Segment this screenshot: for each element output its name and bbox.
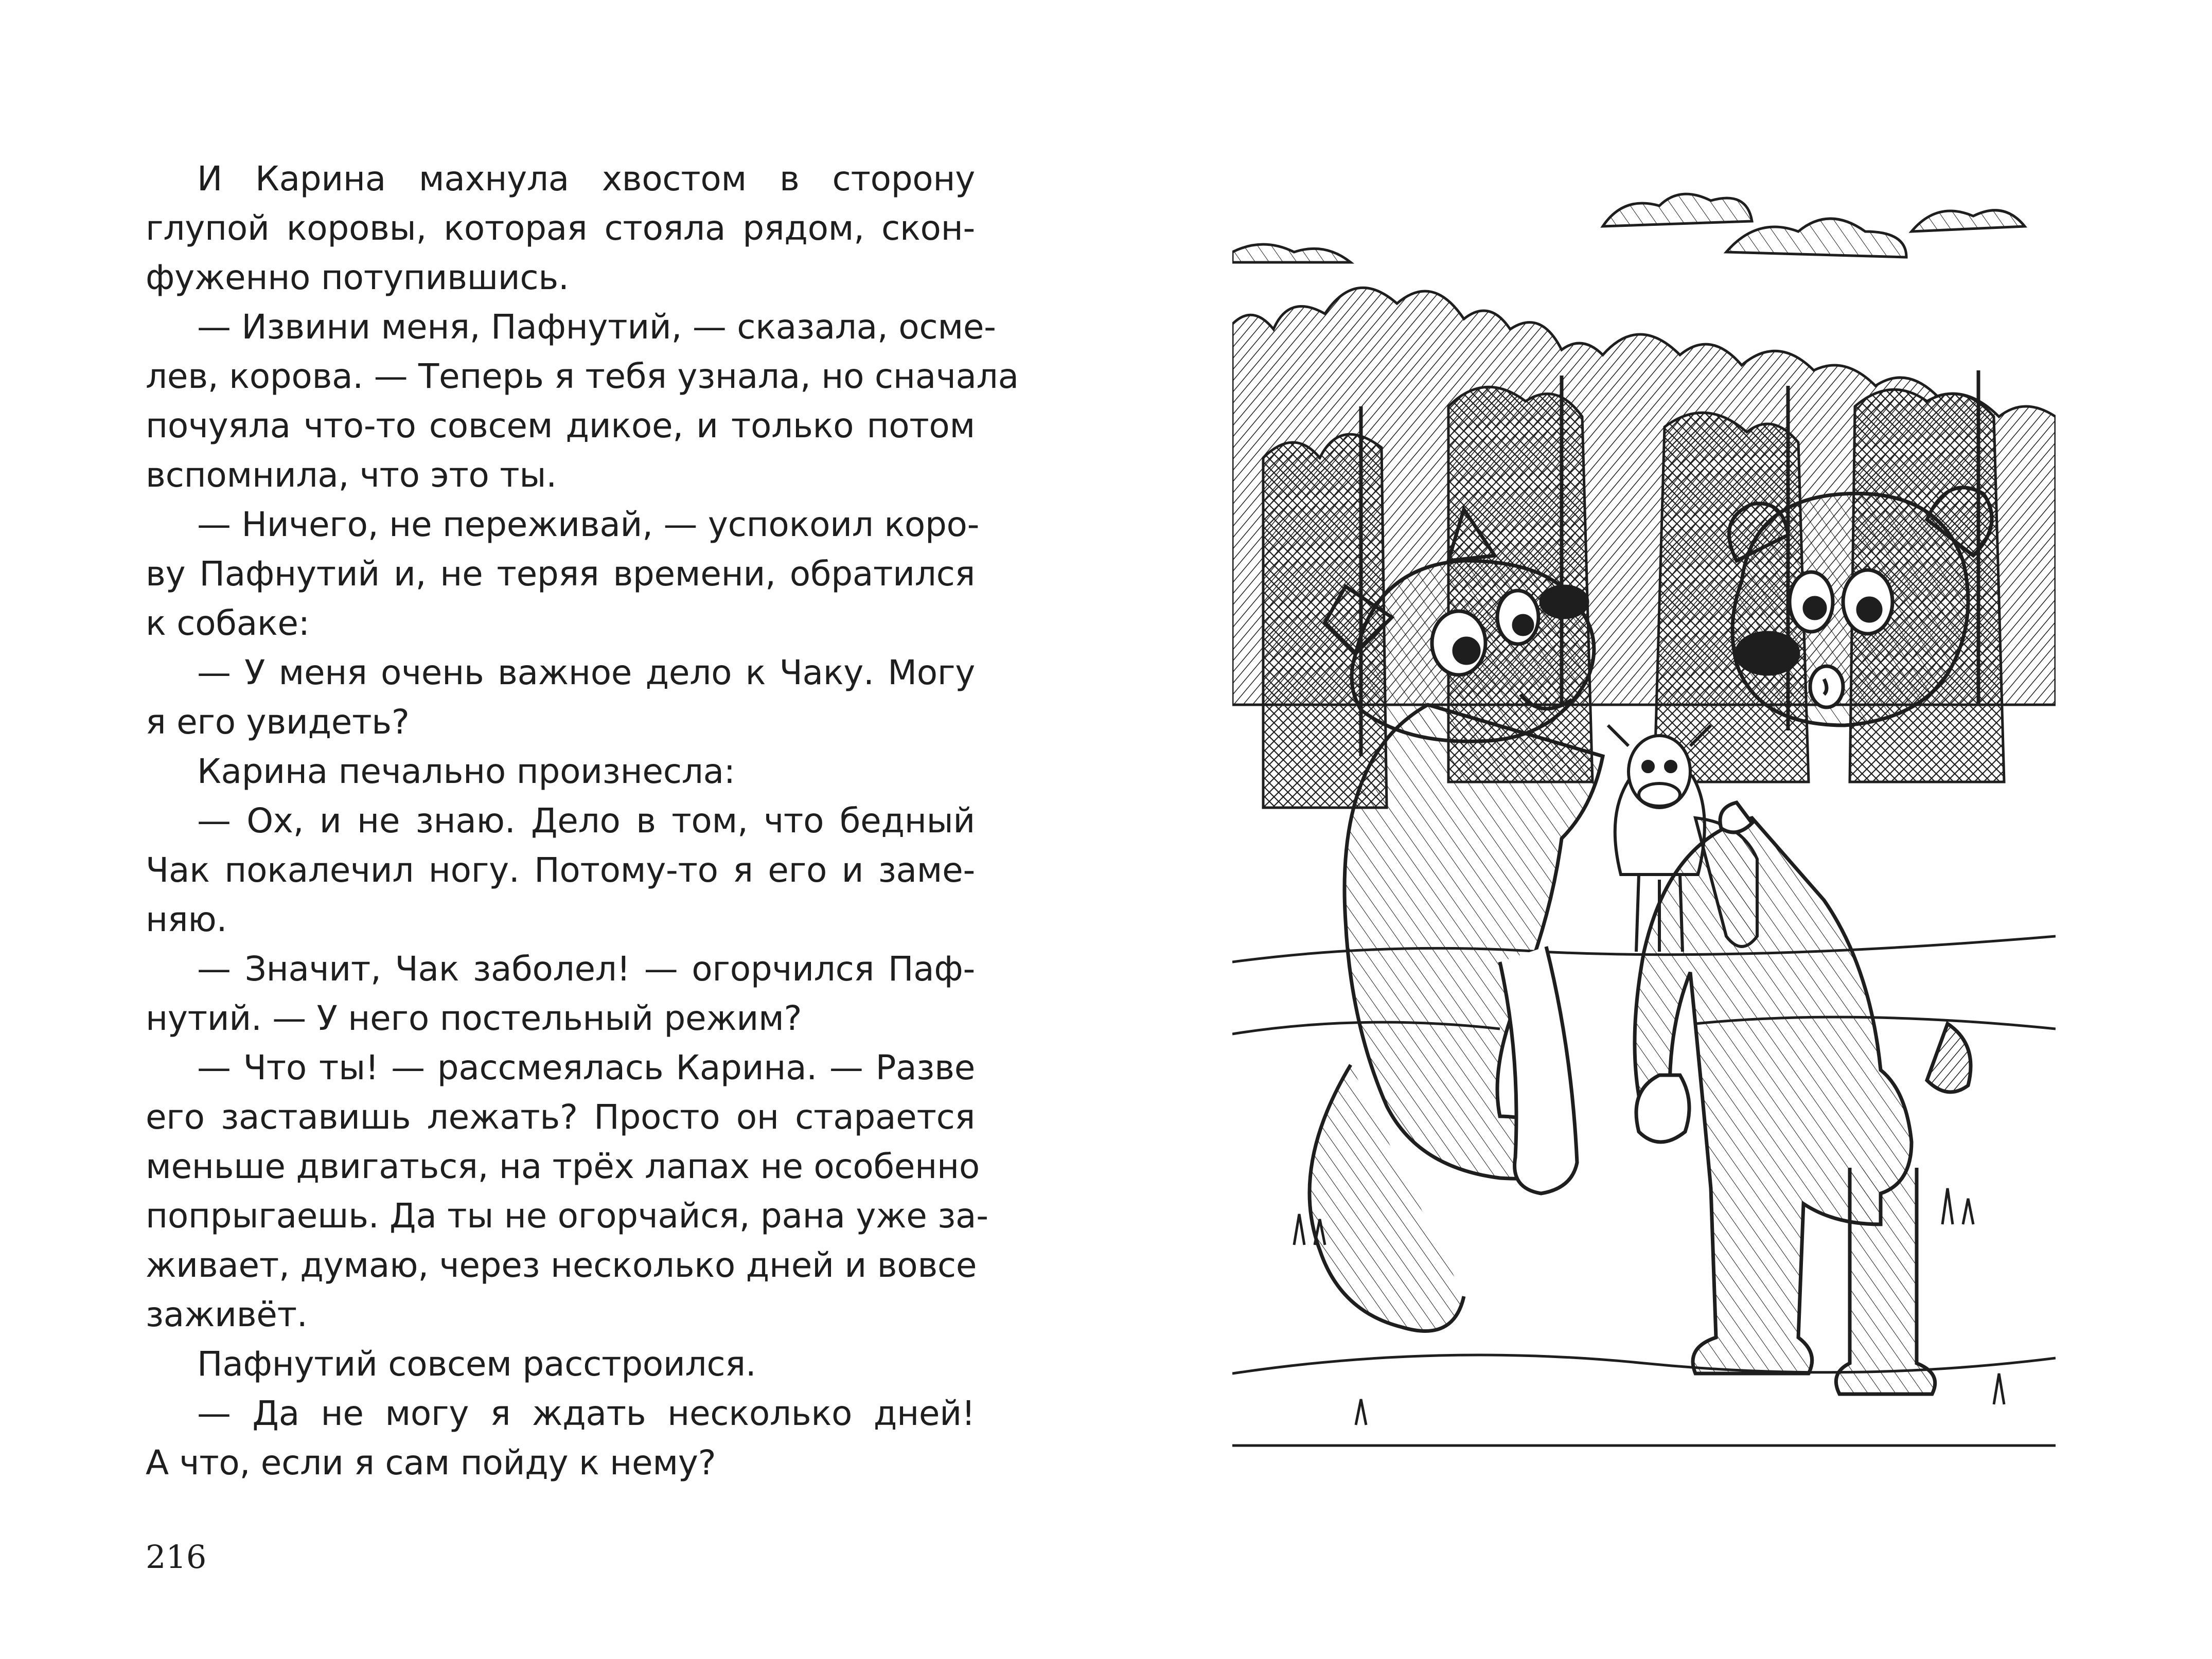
- text-line: Пафнутий совсем расстроился.: [197, 1344, 756, 1384]
- text-line: — У меня очень важное дело к Чаку. Могу: [197, 653, 975, 692]
- text-line: заживёт.: [146, 1295, 308, 1334]
- text-line: — Ничего, не переживай, — успокоил коро-: [197, 505, 980, 544]
- text-line: няю.: [146, 900, 227, 939]
- text-line: — Извини меня, Пафнутий, — сказала, осме-: [197, 307, 996, 347]
- text-line: — Значит, Чак заболел! — огорчился Паф-: [197, 949, 975, 989]
- text-line: — Ох, и не знаю. Дело в том, что бедный: [197, 801, 975, 841]
- text-line: меньше двигаться, на трёх лапах не особенно: [146, 1147, 980, 1186]
- text-line: глупой коровы, которая стояла рядом, скон-: [146, 208, 975, 248]
- story-text: [146, 154, 1019, 1488]
- text-line: ву Пафнутий и, не теряя времени, обратился: [146, 554, 975, 594]
- text-line: живает, думаю, через несколько дней и вовсе: [146, 1245, 977, 1285]
- text-line: — Да не могу я ждать несколько дней!: [197, 1394, 975, 1433]
- text-line: нутий. — У него постельный режим?: [146, 998, 802, 1038]
- story-illustration: [1232, 190, 2056, 1461]
- text-line: И Карина махнула хвостом в сторону: [197, 159, 975, 199]
- text-line: фуженно потупившись.: [146, 258, 569, 297]
- text-line: лев, корова. — Теперь я тебя узнала, но сначала: [146, 356, 1019, 396]
- text-line: к собаке:: [146, 603, 310, 643]
- text-line: Карина печально произнесла:: [197, 752, 735, 791]
- text-line: я его увидеть?: [146, 702, 410, 742]
- text-line: вспомнила, что это ты.: [146, 455, 557, 495]
- text-line: его заставишь лежать? Просто он старается: [146, 1097, 975, 1137]
- text-line: попрыгаешь. Да ты не огорчайся, рана уже за-: [146, 1196, 988, 1236]
- clouds: [1232, 194, 2025, 262]
- text-line: Чак покалечил ногу. Потому-то я его и заме-: [146, 850, 975, 890]
- text-line: почуяла что-то совсем дикое, и только потом: [146, 406, 975, 445]
- text-line: А что, если я сам пойду к нему?: [146, 1443, 716, 1483]
- illustration-drawing: [1232, 190, 2056, 1461]
- text-line: — Что ты! — рассмеялась Карина. — Разве: [197, 1048, 975, 1087]
- dog-karina: [1309, 509, 1603, 1331]
- page-number: 216: [146, 1538, 207, 1576]
